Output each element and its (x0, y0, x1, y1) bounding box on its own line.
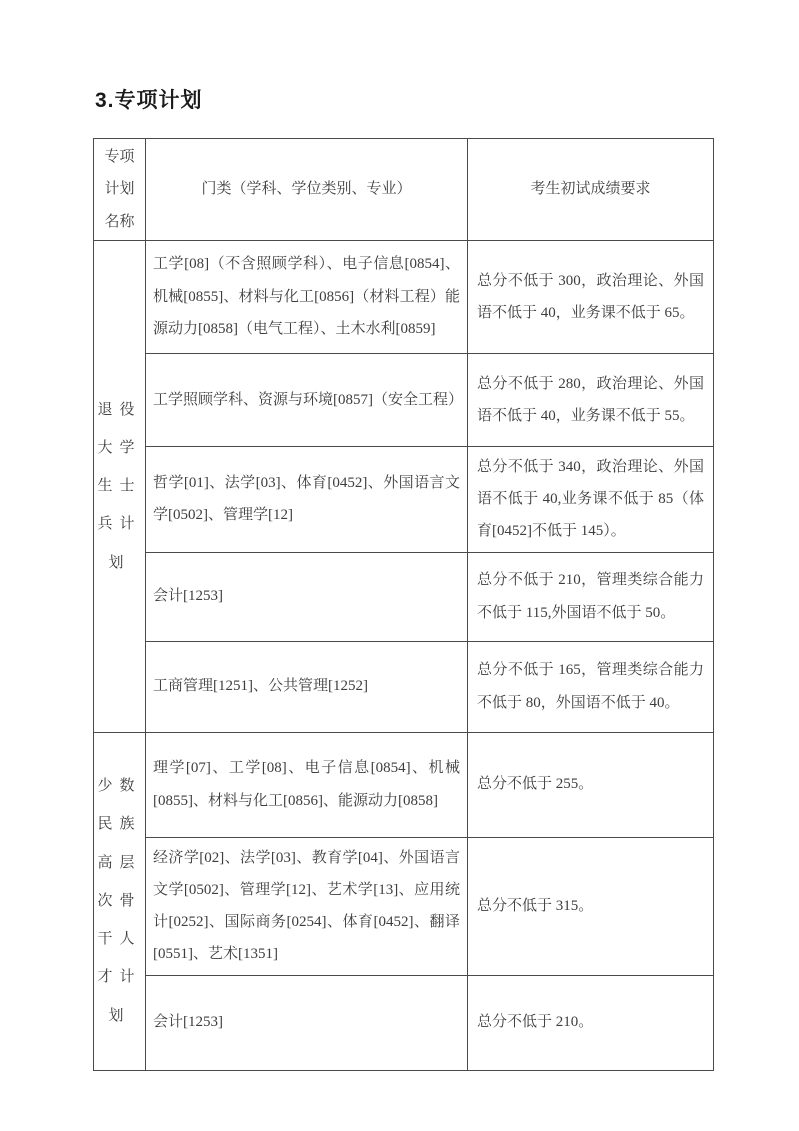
page-title: 3.专项计划 (95, 89, 203, 112)
category-cell: 工学照顾学科、资源与环境[0857]（安全工程） (146, 353, 468, 446)
table-row (94, 975, 714, 1070)
special-plan-table (93, 138, 714, 1071)
category-cell: 经济学[02]、法学[03]、教育学[04]、外国语言文学[0502]、管理学[12]、艺术学[13]、应用统计[0252]、国际商务[0254]、体育[0452]、翻译[0551]、艺术[1351] (146, 837, 468, 975)
group-cell-veterans (94, 240, 146, 732)
table-row (94, 552, 714, 641)
table-row (94, 641, 714, 732)
category-cell: 会计[1253] (146, 975, 468, 1070)
table-row (94, 837, 714, 975)
header-category: 门类（学科、学位类别、专业） (146, 139, 468, 241)
table-row (94, 353, 714, 446)
requirement-cell: 总分不低于 315。 (468, 837, 714, 975)
category-cell: 工学[08]（不含照顾学科）、电子信息[0854]、机械[0855]、材料与化工[0856]（材料工程）能源动力[0858]（电气工程）、土木水利[0859] (146, 240, 468, 353)
group-label: 少数民族高层次骨干人才计划 (97, 778, 142, 1024)
header-plan-name: 专项计划名称 (94, 139, 146, 241)
requirement-cell: 总分不低于 210，管理类综合能力不低于 115,外国语不低于 50。 (468, 552, 714, 641)
header-requirement: 考生初试成绩要求 (468, 139, 714, 241)
table-row (94, 240, 714, 353)
group-cell-minority (94, 732, 146, 1070)
table-row (94, 446, 714, 552)
requirement-cell: 总分不低于 300，政治理论、外国语不低于 40，业务课不低于 65。 (468, 240, 714, 353)
requirement-cell: 总分不低于 165，管理类综合能力不低于 80，外国语不低于 40。 (468, 641, 714, 732)
requirement-cell: 总分不低于 255。 (468, 732, 714, 837)
category-cell: 理学[07]、工学[08]、电子信息[0854]、机械[0855]、材料与化工[0856]、能源动力[0858] (146, 732, 468, 837)
category-cell: 会计[1253] (146, 552, 468, 641)
group-label: 退役大学生士兵计划 (97, 401, 142, 571)
requirement-cell: 总分不低于 280，政治理论、外国语不低于 40，业务课不低于 55。 (468, 353, 714, 446)
requirement-cell: 总分不低于 340，政治理论、外国语不低于 40,业务课不低于 85（体育[0452]不低于 145）。 (468, 446, 714, 552)
category-cell: 哲学[01]、法学[03]、体育[0452]、外国语言文学[0502]、管理学[12] (146, 446, 468, 552)
requirement-cell: 总分不低于 210。 (468, 975, 714, 1070)
category-cell: 工商管理[1251]、公共管理[1252] (146, 641, 468, 732)
table-row (94, 732, 714, 837)
table-header-row (94, 139, 714, 241)
